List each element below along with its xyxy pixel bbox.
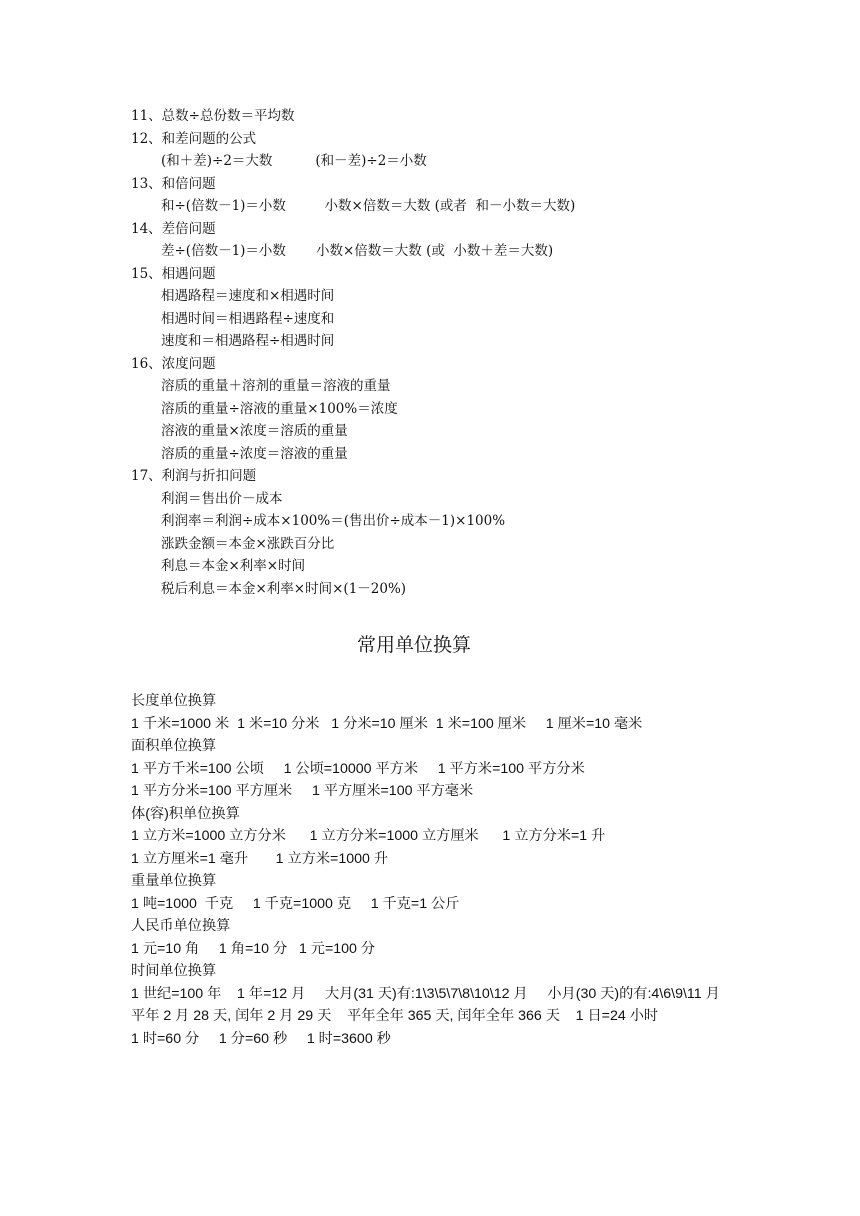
unit-category-heading: 面积单位换算 [131, 738, 217, 754]
formula-line: 相遇路程＝速度和×相遇时间 [161, 288, 335, 304]
formula-line: 相遇时间＝相遇路程÷速度和 [161, 310, 335, 327]
unit-conversion-line: 1 平方千米=100 公顷 1 公顷=10000 平方米 1 平方米=100 平方分米 [131, 760, 585, 777]
unit-conversion-line: 1 吨=1000 千克 1 千克=1000 克 1 千克=1 公斤 [131, 895, 460, 912]
formula-line: 差÷(倍数－1)＝小数 小数×倍数＝大数 (或 小数＋差＝大数) [161, 243, 554, 259]
formula-line: 溶质的重量＋溶剂的重量＝溶液的重量 [161, 378, 391, 394]
unit-category-heading: 体(容)积单位换算 [131, 805, 240, 822]
formula-line: 利润率＝利润÷成本×100%＝(售出价÷成本－1)×100% [161, 513, 506, 529]
unit-conversion-line: 1 立方米=1000 立方分米 1 立方分米=1000 立方厘米 1 立方分米=1 升 [131, 828, 606, 844]
unit-conversion-line: 1 时=60 分 1 分=60 秒 1 时=3600 秒 [131, 1030, 391, 1047]
formula-line: 溶质的重量÷溶液的重量×100%＝浓度 [161, 400, 398, 417]
unit-conversion-line: 1 元=10 角 1 角=10 分 1 元=100 分 [131, 940, 376, 957]
formula-line: 利润＝售出价－成本 [161, 490, 283, 507]
unit-category-heading: 长度单位换算 [131, 693, 217, 709]
formula-line: (和＋差)÷2＝大数 (和－差)÷2＝小数 [161, 153, 427, 169]
unit-category-heading: 人民币单位换算 [131, 918, 231, 934]
formula-list [131, 105, 771, 600]
unit-conversion-line: 平年 2 月 28 天, 闰年 2 月 29 天 平年全年 365 天, 闰年全年 366 天 1 日=24 小时 [131, 1008, 659, 1024]
unit-conversion-line: 1 立方厘米=1 毫升 1 立方米=1000 升 [131, 850, 389, 867]
formula-line: 税后利息＝本金×利率×时间×(1－20%) [161, 580, 407, 597]
unit-conversion-list [131, 690, 751, 1050]
formula-heading: 12、和差问题的公式 [131, 130, 257, 147]
formula-line: 和÷(倍数－1)＝小数 小数×倍数＝大数 (或者 和－小数＝大数) [161, 198, 576, 214]
formula-heading: 14、差倍问题 [131, 220, 216, 237]
formula-heading: 15、相遇问题 [131, 265, 216, 282]
formula-heading: 13、和倍问题 [131, 175, 216, 192]
formula-heading: 11、总数÷总份数＝平均数 [131, 108, 295, 124]
formula-line: 速度和＝相遇路程÷相遇时间 [161, 333, 335, 349]
section-title: 常用单位换算 [356, 634, 471, 656]
unit-conversion-line: 1 千米=1000 米 1 米=10 分米 1 分米=10 厘米 1 米=100 厘米 1 厘米=10 毫米 [131, 715, 643, 732]
formula-line: 溶质的重量÷浓度＝溶液的重量 [161, 445, 348, 462]
unit-category-heading: 时间单位换算 [131, 963, 217, 979]
unit-conversion-line: 1 平方分米=100 平方厘米 1 平方厘米=100 平方毫米 [131, 783, 474, 799]
formula-heading: 16、浓度问题 [131, 355, 216, 372]
formula-line: 溶液的重量×浓度＝溶质的重量 [161, 423, 348, 439]
formula-line: 利息＝本金×利率×时间 [161, 558, 306, 574]
formula-heading: 17、利润与折扣问题 [131, 468, 257, 484]
formula-line: 涨跌金额＝本金×涨跌百分比 [161, 535, 335, 552]
unit-category-heading: 重量单位换算 [131, 873, 217, 889]
unit-conversion-line: 1 世纪=100 年 1 年=12 月 大月(31 天)有:1\3\5\7\8\10\12 月 小月(30 天)的有:4\6\9\11 月 [131, 985, 720, 1002]
